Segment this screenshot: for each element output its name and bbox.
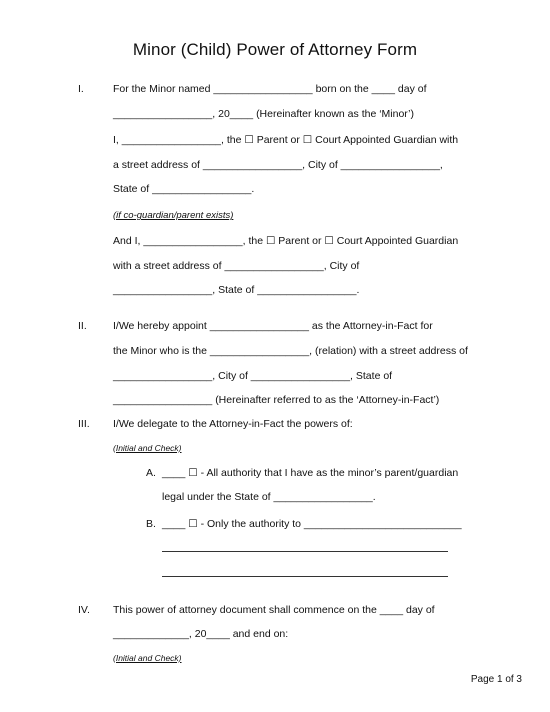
document-title: Minor (Child) Power of Attorney Form [132,40,418,59]
section-4-numeral: IV. [78,604,90,616]
section-2-line-3: _________________, City of _________________, State of [113,370,393,382]
section-1-line-3: I, _________________, the ☐ Parent or ☐ Court Appointed Guardian with [113,134,459,146]
section-1-line-1: For the Minor named _________________ born on the ____ day of [113,83,427,95]
section-2-numeral: II. [78,320,87,332]
option-a-line-1: ____ ☐ - All authority that I have as the minor’s parent/guardian [162,467,459,479]
section-3-numeral: III. [78,418,90,430]
option-b-line-1: ____ ☐ - Only the authority to ___________________________ [162,518,462,530]
option-a-line-2: legal under the State of _________________. [162,491,376,503]
section-1-line-2: _________________, 20____ (Hereinafter known as the ‘Minor’) [113,108,415,120]
co-guardian-note: (if co-guardian/parent exists) [113,210,234,221]
section-1-line-7: with a street address of _________________, City of [113,260,360,272]
section-3-line-1: I/We delegate to the Attorney-in-Fact the powers of: [113,418,353,430]
section-1-numeral: I. [78,83,84,95]
section-2-line-1: I/We hereby appoint _________________ as the Attorney-in-Fact for [113,320,433,332]
option-b-blank-line-2 [162,576,448,577]
section-3-initial-note: (Initial and Check) [113,443,182,453]
page-number: Page 1 of 3 [470,674,522,685]
section-2-line-4: _________________ (Hereinafter referred to as the ‘Attorney-in-Fact’) [113,394,440,406]
option-b-blank-line-1 [162,551,448,552]
section-4-line-2: _____________, 20____ and end on: [113,628,289,640]
section-1-line-4: a street address of _________________, City of _________________, [113,159,443,171]
section-2-line-2: the Minor who is the _________________, (relation) with a street address of [113,345,468,357]
option-a-letter: A. [146,467,156,479]
section-4-line-1: This power of attorney document shall commence on the ____ day of [113,604,435,616]
section-1-line-8: _________________, State of _________________. [113,284,360,296]
section-1-line-6: And I, _________________, the ☐ Parent or ☐ Court Appointed Guardian [113,235,459,247]
option-b-letter: B. [146,518,156,530]
section-4-initial-note: (Initial and Check) [113,653,182,663]
section-1-line-5: State of _________________. [113,183,255,195]
